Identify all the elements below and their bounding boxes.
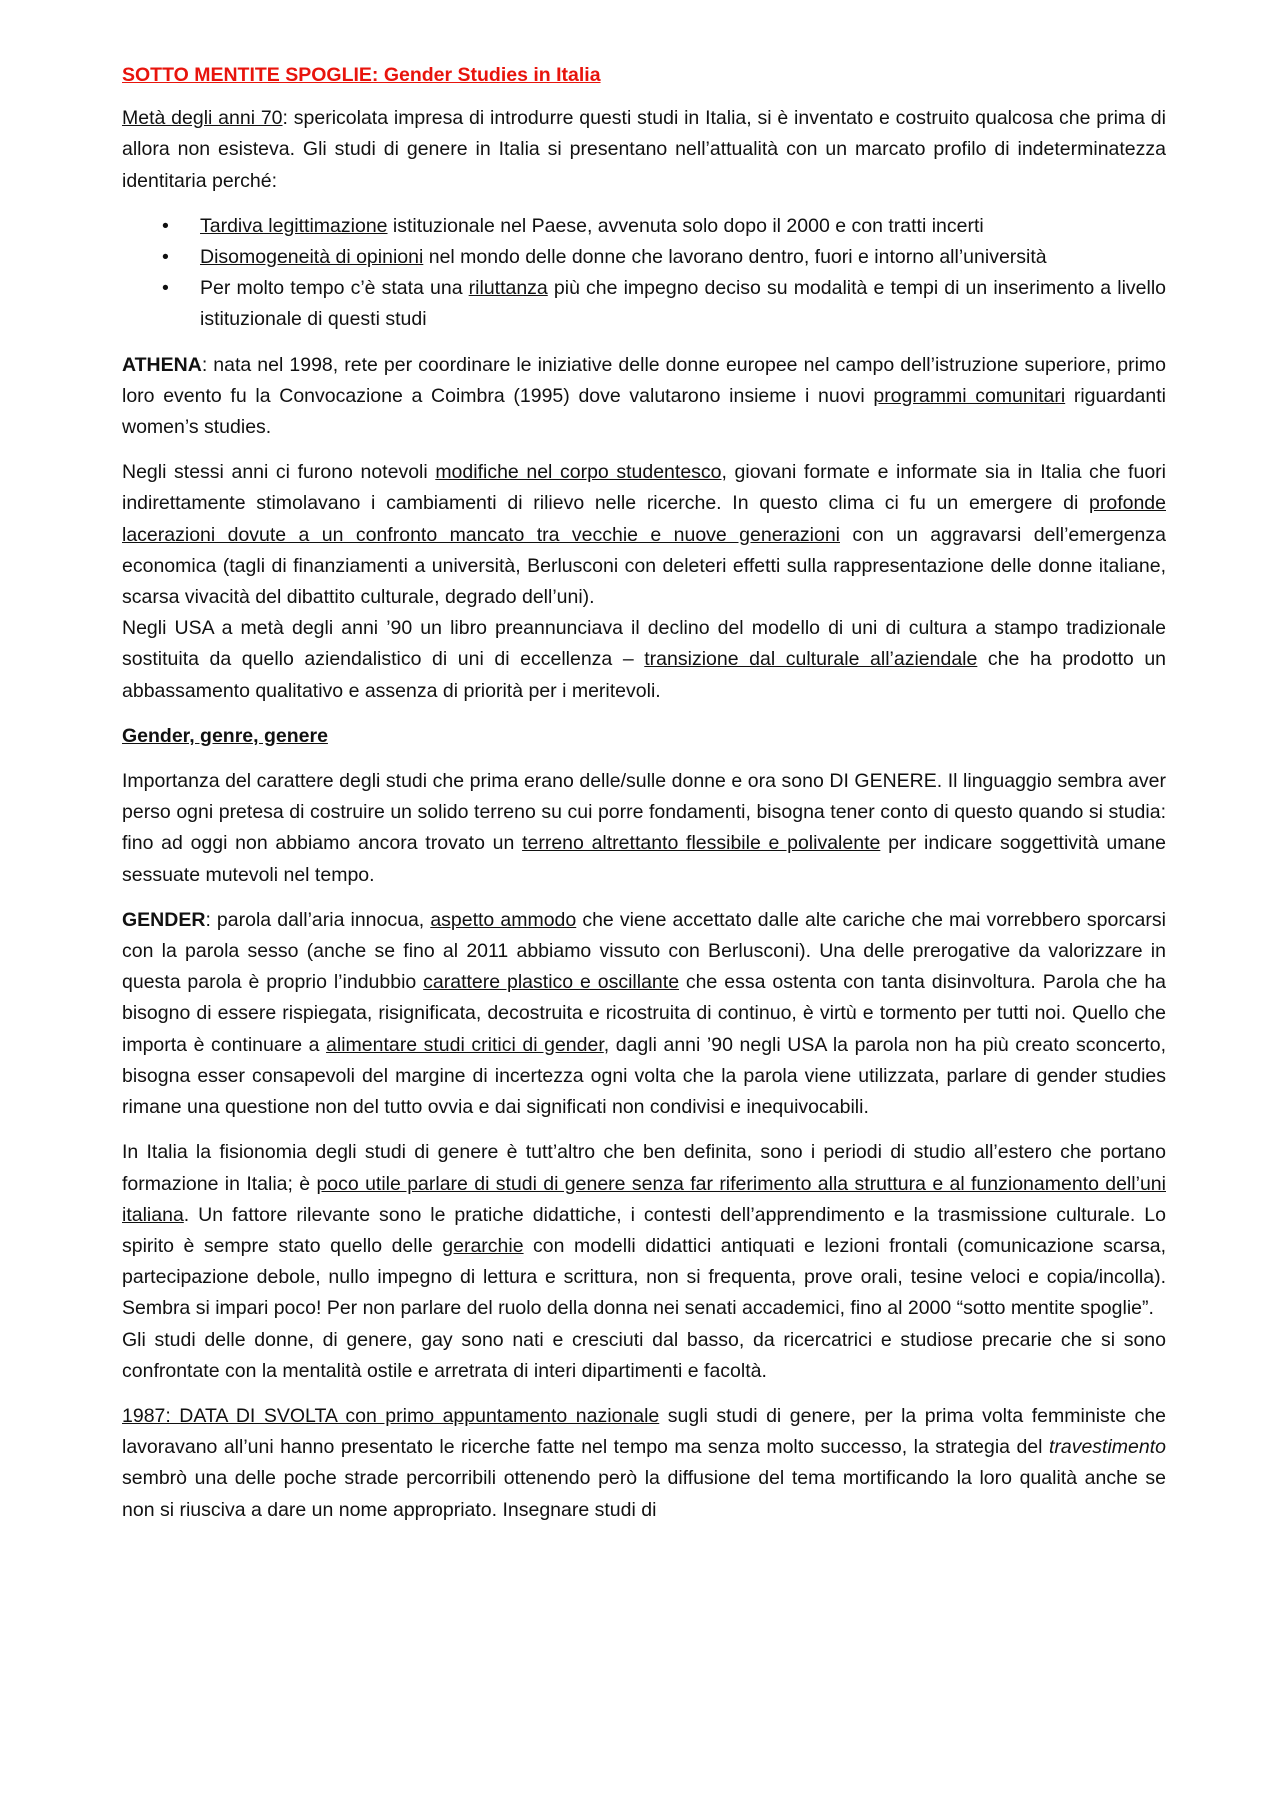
document-title: SOTTO MENTITE SPOGLIE: Gender Studies in Italia <box>122 64 601 86</box>
text-run: che viene accettato dalle alte cariche che mai vorrebbero sporcarsi con la parola sesso (anche se fino al 2011 abbiamo vissuto con Berlusconi). Una delle prerogative da valorizzare in questa parola è proprio l’indubbio <box>122 908 1166 994</box>
gender-paragraph <box>122 905 1166 1123</box>
intro-paragraph <box>122 103 1166 197</box>
students-paragraph <box>122 457 1166 613</box>
intro-lead: Metà degli anni 70 <box>122 107 283 130</box>
text-run: , dagli anni ’90 negli USA la parola non ha più creato sconcerto, bisogna esser consapevoli del margine di incertezza ogni volta che la parola viene utilizzata, parlare di gender studies rimane una questione non del tutto ovvia e dai significati non condivisi e inequivocabili. <box>122 1033 1166 1119</box>
bullet-icon: • <box>162 246 169 269</box>
underlined-run: modifiche nel corpo studentesco <box>435 461 722 484</box>
list-item-key: riluttanza <box>468 277 548 300</box>
list-item-text: più che impegno deciso su modalità e tempi di un inserimento a livello istituzionale di questi studi <box>200 277 1167 331</box>
language-paragraph <box>122 766 1166 891</box>
list-item-key: Tardiva legittimazione <box>200 214 388 237</box>
text-run: con modelli didattici antiquati e lezioni frontali (comunicazione scarsa, partecipazione debole, nullo impegno di lettura e scrittura, non si frequenta, prove orali, tesine veloci e copia/incolla). Sembra si impari poco! Per non parlare del ruolo della donna nei senati accademici, fino al 2000 “sotto mentite spoglie”. <box>122 1234 1166 1320</box>
italy-paragraph <box>122 1137 1166 1324</box>
list-item <box>122 211 1166 242</box>
text-run: Importanza del carattere degli studi che prima erano delle/sulle donne e ora sono DI GENERE. Il linguaggio sembra aver perso ogni pretesa di costruire un solido terreno su cui porre fondamenti, bisogna tener conto di questo quando si studia: fino ad oggi non abbiamo ancora trovato un <box>122 770 1166 855</box>
usa-paragraph <box>122 613 1166 707</box>
list-item-pre: Per molto tempo c’è stata una <box>200 277 469 300</box>
underlined-run: profonde lacerazioni dovute a un confronto mancato tra vecchie e nuove generazioni <box>122 492 1166 546</box>
list-item-text: istituzionale nel Paese, avvenuta solo dopo il 2000 e con tratti incerti <box>387 214 984 237</box>
text-run: . Un fattore rilevante sono le pratiche didattiche, i contesti dell’apprendimento e la trasmissione culturale. Lo spirito è sempre stato quello delle <box>122 1203 1166 1257</box>
turning-point-paragraph <box>122 1401 1166 1526</box>
gender-label: GENDER <box>122 908 206 931</box>
text-run: In Italia la fisionomia degli studi di genere è tutt’altro che ben definita, sono i periodi di studio all’estero che portano formazione in Italia; è <box>122 1141 1166 1195</box>
underlined-run: aspetto ammodo <box>430 908 577 931</box>
athena-paragraph <box>122 350 1166 444</box>
text-run: sembrò una delle poche strade percorribili ottenendo però la diffusione del tema mortificando la loro qualità anche se non si riusciva a dare un nome appropriato. Insegnare studi di <box>122 1467 1166 1521</box>
list-item <box>122 273 1166 335</box>
text-run: : parola dall’aria innocua, <box>205 908 431 931</box>
section-heading: Gender, genre, genere <box>122 724 328 747</box>
list-item <box>122 242 1166 273</box>
text-run: Negli USA a metà degli anni ’90 un libro preannunciava il declino del modello di uni di cultura a stampo tradizionale sostituita da quello aziendalistico di uni di eccellenza – <box>122 617 1166 671</box>
underlined-run: 1987: DATA DI SVOLTA con primo appuntamento nazionale <box>122 1404 660 1427</box>
underlined-run: terreno altrettanto flessibile e polivalente <box>522 832 881 855</box>
athena-underline: programmi comunitari <box>873 384 1066 407</box>
bullet-icon: • <box>162 214 169 237</box>
bullet-icon: • <box>162 277 169 300</box>
text-run: Negli stessi anni ci furono notevoli <box>122 461 436 484</box>
bottom-up-paragraph: Gli studi delle donne, di genere, gay sono nati e cresciuti dal basso, da ricercatrici e studiose precarie che si sono confrontate con la mentalità ostile e arretrata di interi dipartimenti e facoltà. <box>122 1328 1166 1382</box>
text-run: che ha prodotto un abbassamento qualitativo e assenza di priorità per i meritevoli. <box>122 648 1167 702</box>
document-page <box>122 60 1166 1540</box>
text-run: che essa ostenta con tanta disinvoltura. Parola che ha bisogno di essere rispiegata, risignificata, decostruita e ricostruita di continuo, è virtù e tormento per tutti noi. Quello che importa è continuare a <box>122 971 1167 1056</box>
list-item-key: Disomogeneità di opinioni <box>200 246 424 269</box>
underlined-run: poco utile parlare di studi di genere senza far riferimento alla struttura e al funzionamento dell’uni italiana <box>122 1172 1166 1226</box>
underlined-run: gerarchie <box>442 1234 524 1257</box>
text-run: , giovani formate e informate sia in Italia che fuori indirettamente stimolavano i cambiamenti di rilievo nelle ricerche. In questo clima ci fu un emergere di <box>122 461 1166 515</box>
list-item-text: nel mondo delle donne che lavorano dentro, fuori e intorno all’università <box>423 246 1047 269</box>
underlined-run: alimentare studi critici di gender <box>326 1033 604 1056</box>
intro-text: : spericolata impresa di introdurre questi studi in Italia, si è inventato e costruito qualcosa che prima di allora non esisteva. Gli studi di genere in Italia si presentano nell’attualità con un marcato profilo di indeterminatezza identitaria perché: <box>122 107 1166 192</box>
underlined-run: carattere plastico e oscillante <box>423 971 680 994</box>
text-run: per indicare soggettività umane sessuate mutevoli nel tempo. <box>122 832 1166 886</box>
underlined-run: transizione dal culturale all’aziendale <box>644 648 978 671</box>
italic-run: travestimento <box>1048 1436 1166 1459</box>
reasons-list <box>122 211 1166 336</box>
athena-text: : nata nel 1998, rete per coordinare le iniziative delle donne europee nel campo dell’istruzione superiore, primo loro evento fu la Convocazione a Coimbra (1995) dove valutarono insieme i nuovi <box>122 353 1166 407</box>
athena-label: ATHENA <box>122 353 202 376</box>
athena-rest: riguardanti women’s studies. <box>122 384 1166 439</box>
text-run: con un aggravarsi dell’emergenza economica (tagli di finanziamenti a università, Berlusconi con deleteri effetti sulla rappresentazione delle donne italiane, scarsa vivacità del dibattito culturale, degrado dell’uni). <box>122 523 1166 609</box>
text-run: sugli studi di genere, per la prima volta femministe che lavoravano all’uni hanno presentato le ricerche fatte nel tempo ma senza molto successo, la strategia del <box>122 1404 1166 1459</box>
